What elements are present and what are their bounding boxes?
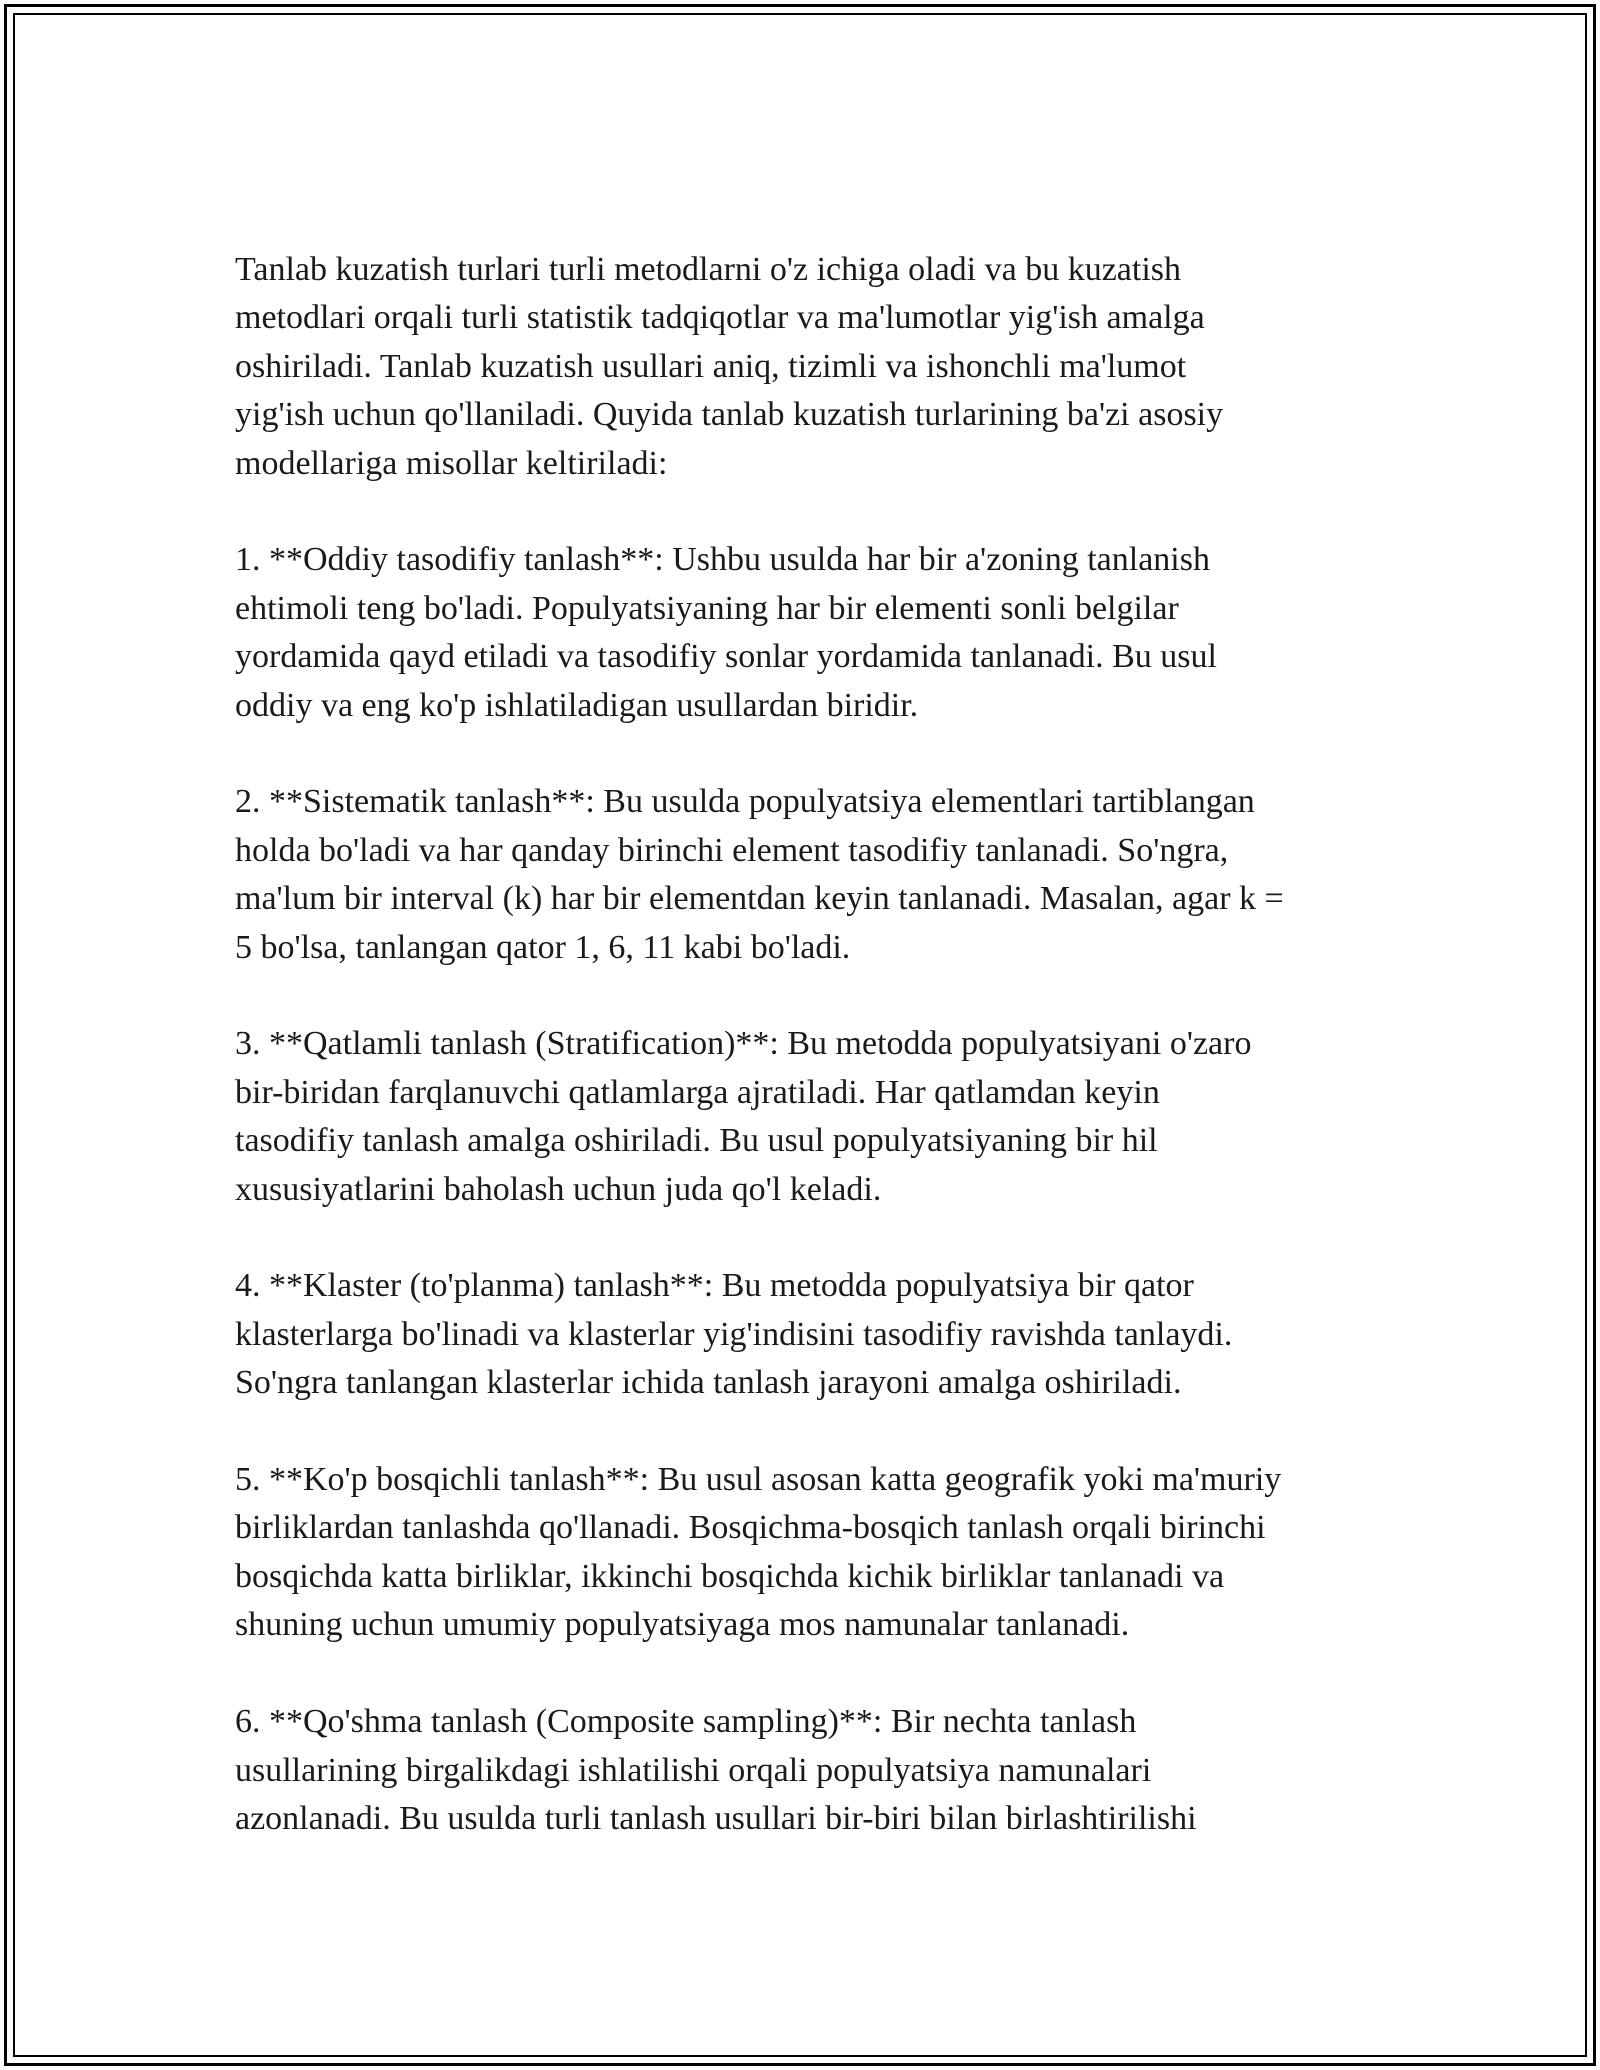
- intro-paragraph: Tanlab kuzatish turlari turli metodlarni o'z ichiga oladi va bu kuzatish metodlari orqali turli statistik tadqiqotlar va ma'lumotlar yig'ish amalga oshiriladi. Tanlab kuzatish usullari aniq, tizimli va ishonchli ma'lumot yig'ish uchun qo'llaniladi. Quyida tanlab kuzatish turlarining ba'zi asosiy modellariga misollar keltiriladi:: [235, 251, 1224, 482]
- list-item-composite-sampling: 6. **Qo'shma tanlash (Composite sampling)**: Bir nechta tanlash usullarining birgalikdagi ishlatilishi orqali populyatsiya namunalari azonlanadi. Bu usulda turli tanlash usullari bir-biri bilan birlashtirilishi: [235, 1703, 1197, 1837]
- list-item-simple-random-sampling: 1. **Oddiy tasodifiy tanlash**: Ushbu usulda har bir a'zoning tanlanish ehtimoli teng bo'ladi. Populyatsiyaning har bir elementi sonli belgilar yordamida qayd etiladi va tasodifiy sonlar yordamida tanlanadi. Bu usul oddiy va eng ko'p ishlatiladigan usullardan biridir.: [235, 541, 1217, 724]
- list-item-systematic-sampling: 2. **Sistematik tanlash**: Bu usulda populyatsiya elementlari tartiblangan holda bo'ladi va har qanday birinchi element tasodifiy tanlanadi. So'ngra, ma'lum bir interval (k) har bir elementdan keyin tanlanadi. Masalan, agar k = 5 bo'lsa, tanlangan qator 1, 6, 11 kabi bo'ladi.: [235, 783, 1284, 966]
- list-item-multistage-sampling: 5. **Ko'p bosqichli tanlash**: Bu usul asosan katta geografik yoki ma'muriy birliklardan tanlashda qo'llanadi. Bosqichma-bosqich tanlash orqali birinchi bosqichda katta birliklar, ikkinchi bosqichda kichik birliklar tanlanadi va shuning uchun umumiy populyatsiyaga mos namunalar tanlanadi.: [235, 1461, 1282, 1644]
- list-item-cluster-sampling: 4. **Klaster (to'planma) tanlash**: Bu metodda populyatsiya bir qator klasterlarga bo'linadi va klasterlar yig'indisini tasodifiy ravishda tanlaydi. So'ngra tanlangan klasterlar ichida tanlash jarayoni amalga oshiriladi.: [235, 1267, 1233, 1402]
- document-body: [235, 246, 1385, 1843]
- list-item-stratified-sampling: 3. **Qatlamli tanlash (Stratification)**: Bu metodda populyatsiyani o'zaro bir-biridan farqlanuvchi qatlamlarga ajratiladi. Har qatlamdan keyin tasodifiy tanlash amalga oshiriladi. Bu usul populyatsiyaning bir hil xususiyatlarini baholash uchun juda qo'l keladi.: [235, 1025, 1252, 1208]
